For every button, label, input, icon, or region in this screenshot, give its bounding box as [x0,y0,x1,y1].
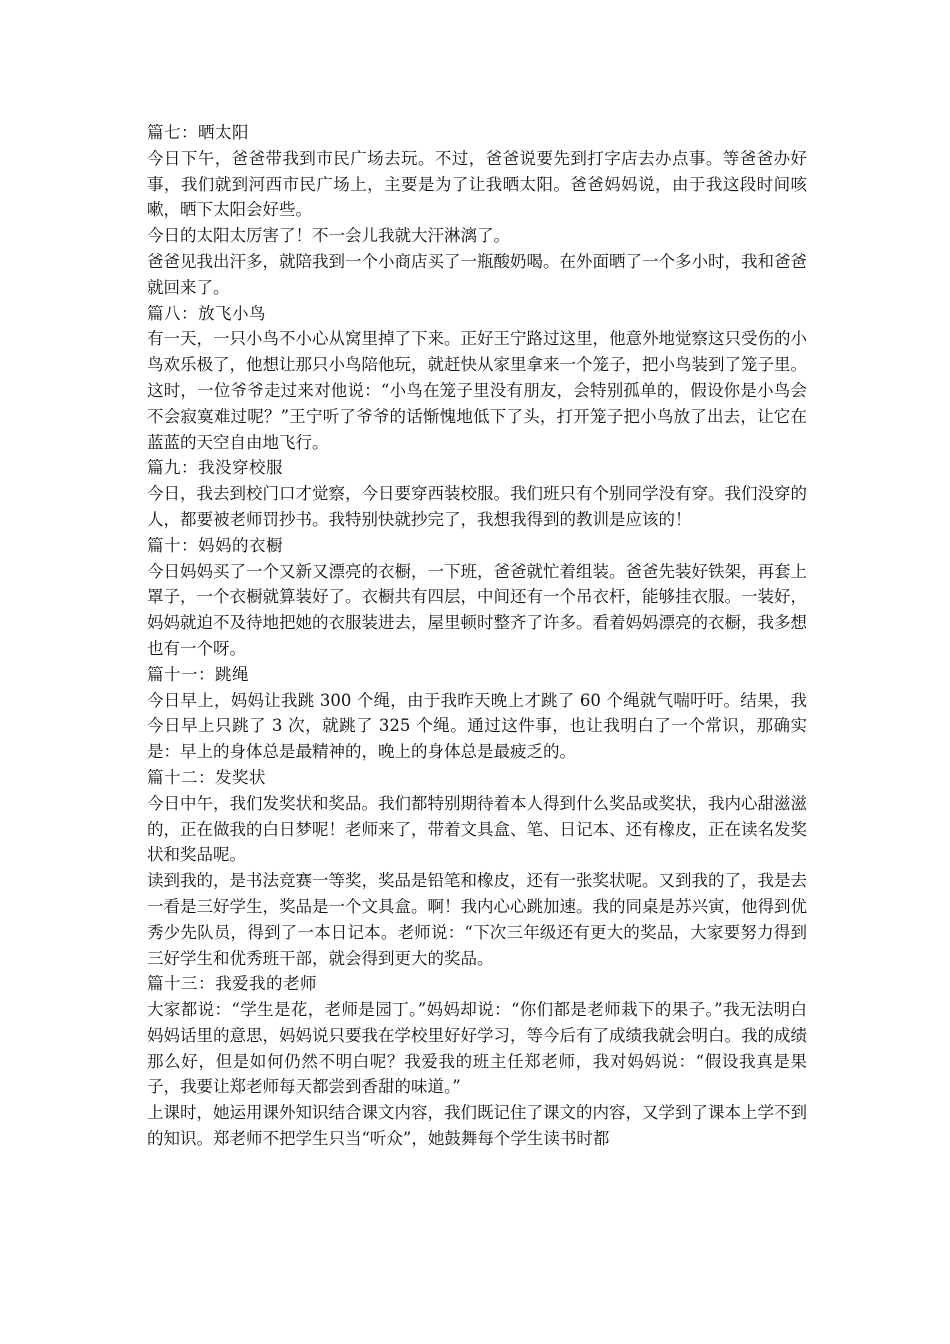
document-body [147,120,807,1152]
section-heading: 篇七：晒太阳 [147,123,249,142]
paragraph: 今日中午，我们发奖状和奖品。我们都特别期待着本人得到什么奖品或奖状，我内心甜滋滋的，正在做我的白日梦呢！老师来了，带着文具盒、笔、日记本、还有橡皮，正在读名发奖状和奖品呢。 [147,793,807,865]
paragraph: 今日，我去到校门口才觉察，今日要穿西装校服。我们班只有个别同学没有穿。我们没穿的人，都要被老师罚抄书。我特别快就抄完了，我想我得到的教训是应该的！ [147,484,807,529]
section-heading: 篇九：我没穿校服 [147,458,283,478]
paragraph: 读到我的，是书法竞赛一等奖，奖品是铅笔和橡皮，还有一张奖状呢。又到我的了，我是去一看是三好学生，奖品是一个文具盒。啊！我内心心跳加速。我的同桌是苏兴寅，他得到优秀少先队员，得到了一本日记本。老师说：“下次三年级还有更大的奖品，大家要努力得到三好学生和优秀班干部，就会得到更大的奖品。 [147,871,807,968]
section-heading: 篇十一：跳绳 [147,664,249,684]
section-heading: 篇十：妈妈的衣橱 [147,535,283,555]
paragraph: 大家都说：“学生是花，老师是园丁。”妈妈却说：“你们都是老师栽下的果子。”我无法明白妈妈话里的意思，妈妈说只要我在学校里好好学习，等今后有了成绩我就会明白。我的成绩那么好，但是如何仍然不明白呢？我爱我的班主任郑老师，我对妈妈说：“假设我真是果子，我要让郑老师每天都尝到香甜的味道。” [147,1000,807,1097]
paragraph: 今日妈妈买了一个又新又漂亮的衣橱，一下班，爸爸就忙着组装。爸爸先装好铁架，再套上罩子，一个衣橱就算装好了。衣橱共有四层，中间还有一个吊衣杆，能够挂衣服。一装好，妈妈就迫不及待地把她的衣服装进去，屋里顿时整齐了许多。看着妈妈漂亮的衣橱，我多想也有一个呀。 [147,561,807,658]
paragraph: 今日的太阳太厉害了！不一会儿我就大汗淋漓了。 [147,226,510,246]
paragraph: 今日早上，妈妈让我跳 300 个绳，由于我昨天晚上才跳了 60 个绳就气喘吁吁。结果，我今日早上只跳了 3 次，就跳了 325 个绳。通过这件事，也让我明白了一个常识，那确实是：早上的身体总是最精神的，晚上的身体总是最疲乏的。 [147,690,807,762]
paragraph: 有一天，一只小鸟不小心从窝里掉了下来。正好王宁路过这里，他意外地觉察这只受伤的小鸟欢乐极了，他想让那只小鸟陪他玩，就赶快从家里拿来一个笼子，把小鸟装到了笼子里。这时，一位爷爷走过来对他说：“小鸟在笼子里没有朋友，会特别孤单的，假设你是小鸟会不会寂寞难过呢？”王宁听了爷爷的话惭愧地低下了头，打开笼子把小鸟放了出去，让它在蓝蓝的天空自由地飞行。 [147,329,807,452]
paragraph: 上课时，她运用课外知识结合课文内容，我们既记住了课文的内容，又学到了课本上学不到的知识。郑老师不把学生只当“听众”，她鼓舞每个学生读书时都 [147,1103,807,1149]
paragraph: 爸爸见我出汗多，就陪我到一个小商店买了一瓶酸奶喝。在外面晒了一个多小时，我和爸爸就回来了。 [147,251,807,297]
section-heading: 篇十二：发奖状 [147,767,266,787]
section-heading: 篇十三：我爱我的老师 [147,974,317,994]
paragraph: 今日下午，爸爸带我到市民广场去玩。不过，爸爸说要先到打字店去办点事。等爸爸办好事，我们就到河西市民广场上，主要是为了让我晒太阳。爸爸妈妈说，由于我这段时间咳嗽，晒下太阳会好些。 [147,148,807,220]
section-heading: 篇八：放飞小鸟 [147,303,266,323]
